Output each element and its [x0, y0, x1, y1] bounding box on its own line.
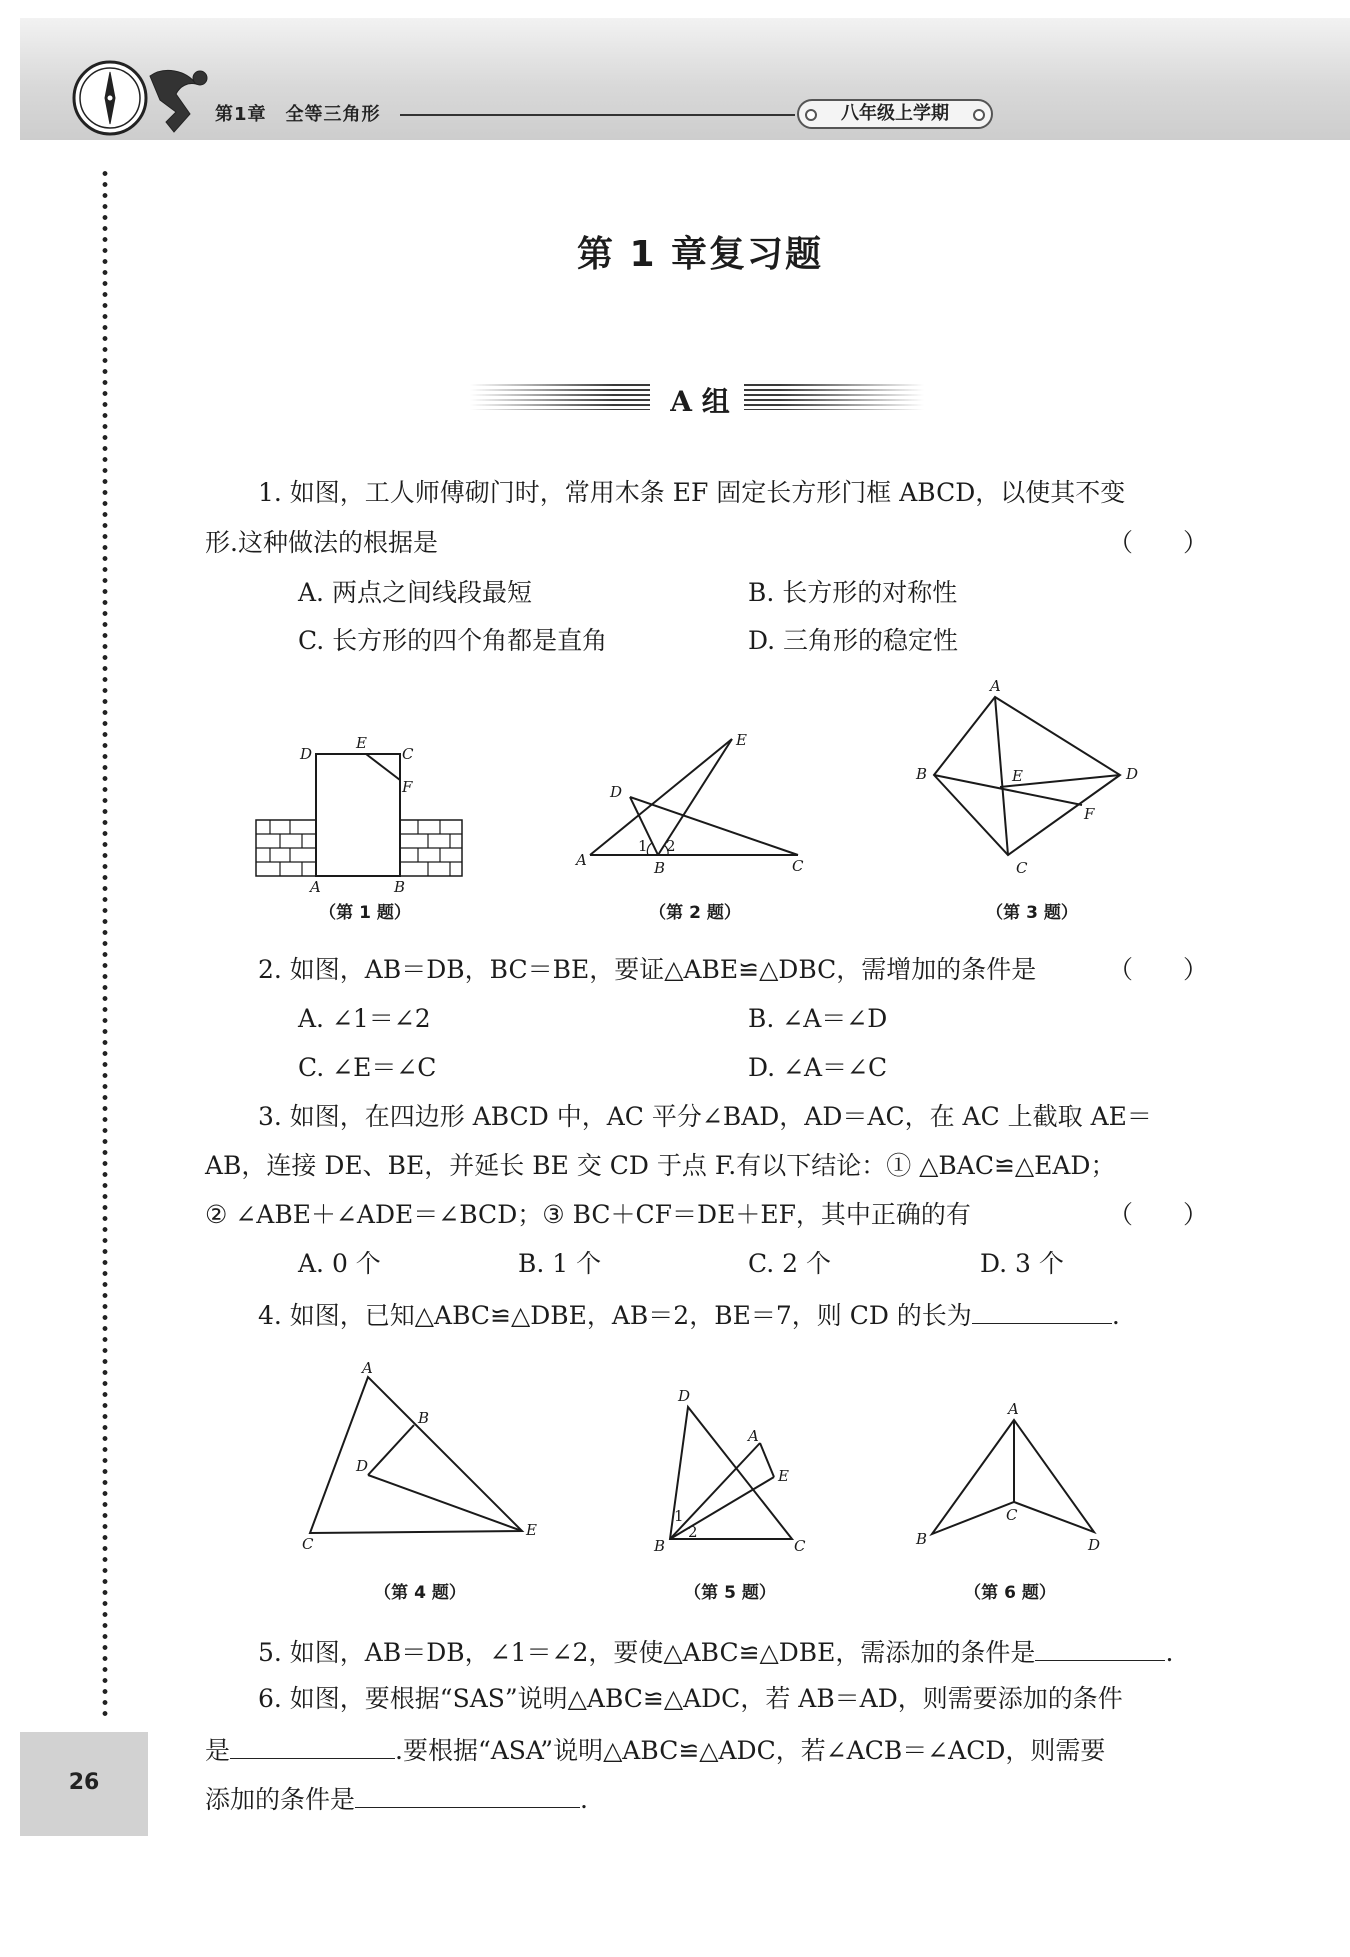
label-a: A: [310, 878, 321, 896]
q1-line1: 1. 如图，工人师傅砌门时，常用木条 EF 固定长方形门框 ABCD，以使其不变: [258, 478, 1126, 507]
q5-answer-blank[interactable]: [1035, 1634, 1165, 1661]
q5-line: [258, 1634, 1173, 1669]
q3-line2: AB，连接 DE、BE，并延长 BE 交 CD 于点 F.有以下结论：① △BAC≌△EAD；: [205, 1151, 1116, 1180]
pill-dot-left: [805, 109, 817, 121]
label-c: C: [1016, 859, 1028, 877]
q1-option-c: C. 长方形的四个角都是直角: [298, 626, 608, 655]
label-d: D: [1126, 765, 1139, 783]
q6-line2-start: 是: [205, 1736, 231, 1765]
label-b: B: [394, 878, 406, 896]
caption-fig1: （第 1 题）: [319, 903, 411, 923]
figure-2: [570, 725, 820, 885]
caption-fig5: （第 5 题）: [684, 1583, 776, 1603]
q6-line1: 6. 如图，要根据“SAS”说明△ABC≌△ADC，若 AB＝AD，则需要添加的条件: [258, 1684, 1123, 1713]
q1-line2: 形.这种做法的根据是: [205, 528, 438, 557]
caption-fig3: （第 3 题）: [986, 903, 1078, 923]
q1-option-d: D. 三角形的稳定性: [748, 626, 959, 655]
page-title: 第 1 章复习题: [576, 234, 824, 275]
q2-line1: 2. 如图，AB＝DB，BC＝BE，要证△ABE≌△DBC，需增加的条件是: [258, 955, 1037, 984]
label-e: E: [356, 734, 367, 752]
q2-option-c: C. ∠E＝∠C: [298, 1053, 437, 1082]
label-a: A: [748, 1427, 759, 1445]
label-c: C: [792, 857, 804, 875]
q4-text: 4. 如图，已知△ABC≌△DBE，AB＝2，BE＝7，则 CD 的长为: [258, 1301, 972, 1330]
caption-fig4: （第 4 题）: [374, 1583, 466, 1603]
group-title: A 组: [670, 385, 730, 418]
q6-line3: [205, 1781, 588, 1816]
label-b: B: [654, 1537, 666, 1555]
label-b: B: [418, 1409, 430, 1427]
label-b: B: [916, 765, 928, 783]
label-c: C: [402, 745, 414, 763]
caption-fig2: （第 2 题）: [649, 903, 741, 923]
q6-line3-end: .: [580, 1785, 588, 1814]
q6-line3-start: 添加的条件是: [205, 1785, 356, 1814]
q1-answer-paren: （ ）: [1108, 528, 1209, 557]
angle-2-label: 2: [666, 837, 676, 855]
pill-dot-right: [973, 109, 985, 121]
label-d: D: [610, 783, 623, 801]
label-c: C: [1006, 1506, 1018, 1524]
figure-1: [250, 730, 470, 896]
door-frame-abcd: [316, 754, 400, 876]
angle-1-label: 1: [674, 1507, 684, 1525]
q3-option-a: A. 0 个: [298, 1249, 381, 1278]
label-a: A: [1008, 1400, 1019, 1418]
label-a: A: [990, 677, 1001, 695]
q2-answer-paren: （ ）: [1108, 955, 1209, 984]
label-e: E: [1012, 767, 1023, 785]
label-f: F: [402, 778, 413, 796]
grade-label: 八年级上学期: [841, 103, 949, 124]
caption-fig6: （第 6 题）: [964, 1583, 1056, 1603]
q6-line2-rest: .要根据“ASA”说明△ABC≌△ADC，若∠ACB＝∠ACD，则需要: [395, 1736, 1106, 1765]
label-f: F: [1084, 805, 1095, 823]
q5-text: 5. 如图，AB＝DB，∠1＝∠2，要使△ABC≌△DBE，需添加的条件是: [258, 1638, 1036, 1667]
label-e: E: [526, 1521, 537, 1539]
figure-5: [640, 1385, 830, 1560]
label-e: E: [778, 1467, 789, 1485]
compass-runner-logo: [68, 56, 218, 146]
label-d: D: [356, 1457, 369, 1475]
q3-line1: 3. 如图，在四边形 ABCD 中，AC 平分∠BAD，AD＝AC，在 AC 上截取 AE＝: [258, 1102, 1152, 1131]
header-rule: [400, 114, 795, 116]
q3-option-d: D. 3 个: [980, 1249, 1064, 1278]
q4-end: .: [1111, 1301, 1120, 1330]
label-a: A: [362, 1359, 373, 1377]
label-b: B: [654, 859, 666, 877]
q3-option-b: B. 1 个: [518, 1249, 602, 1278]
q6-sas-blank[interactable]: [230, 1732, 395, 1759]
q4-answer-blank[interactable]: [972, 1297, 1112, 1324]
page-number: 26: [68, 1770, 100, 1795]
label-c: C: [302, 1535, 314, 1553]
q4-line: [258, 1297, 1120, 1332]
label-d: D: [678, 1387, 691, 1405]
q2-option-d: D. ∠A＝∠C: [748, 1053, 888, 1082]
figure-3: [908, 675, 1148, 885]
label-a: A: [576, 851, 587, 869]
q1-option-b: B. 长方形的对称性: [748, 578, 958, 607]
q1-option-a: A. 两点之间线段最短: [298, 578, 532, 607]
label-c: C: [794, 1537, 806, 1555]
q2-option-a: A. ∠1＝∠2: [298, 1004, 431, 1033]
label-d: D: [300, 745, 313, 763]
brick-wall-right: [400, 820, 462, 876]
q3-answer-paren: （ ）: [1108, 1200, 1209, 1229]
brick-wall-left: [256, 820, 316, 876]
label-e: E: [736, 731, 747, 749]
q3-line3: ② ∠ABE＋∠ADE＝∠BCD；③ BC＋CF＝DE＋EF，其中正确的有: [205, 1200, 971, 1229]
figure-4: [290, 1359, 550, 1555]
grade-badge: [797, 99, 993, 129]
q6-line2: [205, 1732, 1105, 1767]
q3-option-c: C. 2 个: [748, 1249, 831, 1278]
q2-option-b: B. ∠A＝∠D: [748, 1004, 888, 1033]
label-b: B: [916, 1530, 928, 1548]
q6-asa-blank[interactable]: [355, 1781, 580, 1808]
figure-6: [910, 1398, 1110, 1558]
angle-2-label: 2: [688, 1523, 698, 1541]
angle-1-label: 1: [638, 837, 648, 855]
label-d: D: [1088, 1536, 1101, 1554]
chapter-label: 第1章 全等三角形: [215, 104, 381, 125]
q5-end: .: [1165, 1638, 1174, 1667]
